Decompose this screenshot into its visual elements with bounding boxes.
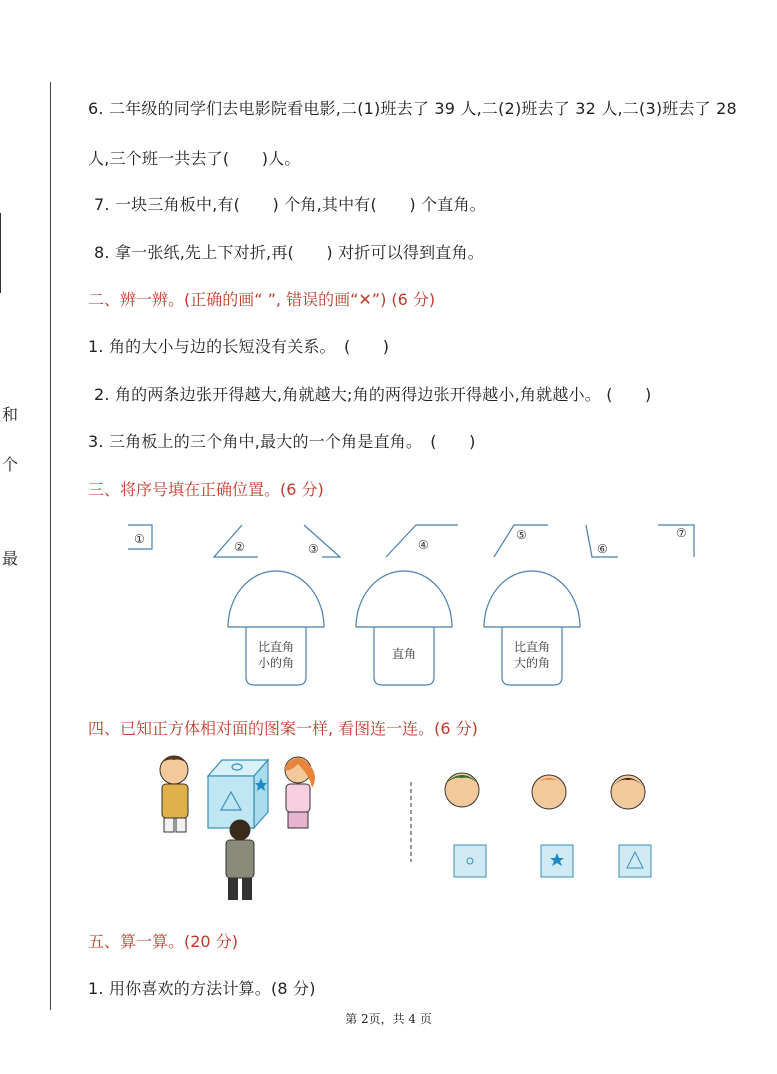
question-7: 7. 一块三角板中,有( ) 个角,其中有( ) 个直角。 xyxy=(94,195,486,214)
binding-mark xyxy=(0,213,1,293)
box-3-line-1: 比直角 xyxy=(513,640,551,654)
angle-label-3: ③ xyxy=(308,542,319,556)
girl-figure xyxy=(284,757,315,828)
angle-label-1: ① xyxy=(134,532,145,546)
calc-item-1: 1. 用你喜欢的方法计算。(8 分) xyxy=(88,979,316,998)
box-3-line-2: 大的角 xyxy=(513,656,551,670)
head-girl xyxy=(532,775,566,809)
page-footer: 第 2页，共 4 页 xyxy=(345,1012,432,1026)
judge-item-1: 1. 角的大小与边的长短没有关系。 ( ) xyxy=(88,337,390,356)
answer-square-3 xyxy=(619,845,651,877)
angle-sorting-figure xyxy=(0,515,777,690)
box-2-line-1: 直角 xyxy=(391,647,417,661)
question-8: 8. 拿一张纸,先上下对折,再( ) 对折可以得到直角。 xyxy=(94,243,484,262)
margin-char: 个 xyxy=(2,455,19,474)
cube-matching-figure xyxy=(140,748,680,906)
question-6-line1: 6. 二年级的同学们去电影院看电影,二(1)班去了 39 人,二(2)班去了 32 人,二(3)班去了 28 xyxy=(88,99,737,118)
judge-item-2: 2. 角的两条边张开得越大,角就越大;角的两得边张开得越小,角就越小。 ( ) xyxy=(94,385,652,404)
answer-square-1 xyxy=(454,845,486,877)
boy-figure-left xyxy=(160,756,188,832)
angle-label-6: ⑥ xyxy=(597,542,608,556)
section-5-title: 五、算一算。(20 分) xyxy=(88,932,238,951)
section-4-title: 四、已知正方体相对面的图案一样, 看图连一连。(6 分) xyxy=(88,719,478,738)
mushroom-2 xyxy=(356,571,452,685)
boy-figure-back xyxy=(226,820,254,900)
judge-item-3: 3. 三角板上的三个角中,最大的一个角是直角。 ( ) xyxy=(88,432,476,451)
angle-label-4: ④ xyxy=(418,538,429,552)
angle-label-5: ⑤ xyxy=(516,528,527,542)
head-boy-1 xyxy=(445,773,479,807)
margin-char: 最 xyxy=(2,549,19,568)
angle-label-7: ⑦ xyxy=(676,526,687,540)
section-3-title: 三、将序号填在正确位置。(6 分) xyxy=(88,480,324,499)
head-boy-2 xyxy=(611,775,645,809)
question-6-line2: 人,三个班一共去了( )人。 xyxy=(88,149,301,168)
box-1-line-1: 比直角 xyxy=(257,640,295,654)
margin-char: 和 xyxy=(2,405,19,424)
cube xyxy=(208,760,268,828)
angle-label-2: ② xyxy=(234,540,245,554)
section-2-title: 二、辨一辨。(正确的画“ ”, 错误的画“✕”) (6 分) xyxy=(88,290,436,309)
box-1-line-2: 小的角 xyxy=(257,656,295,670)
